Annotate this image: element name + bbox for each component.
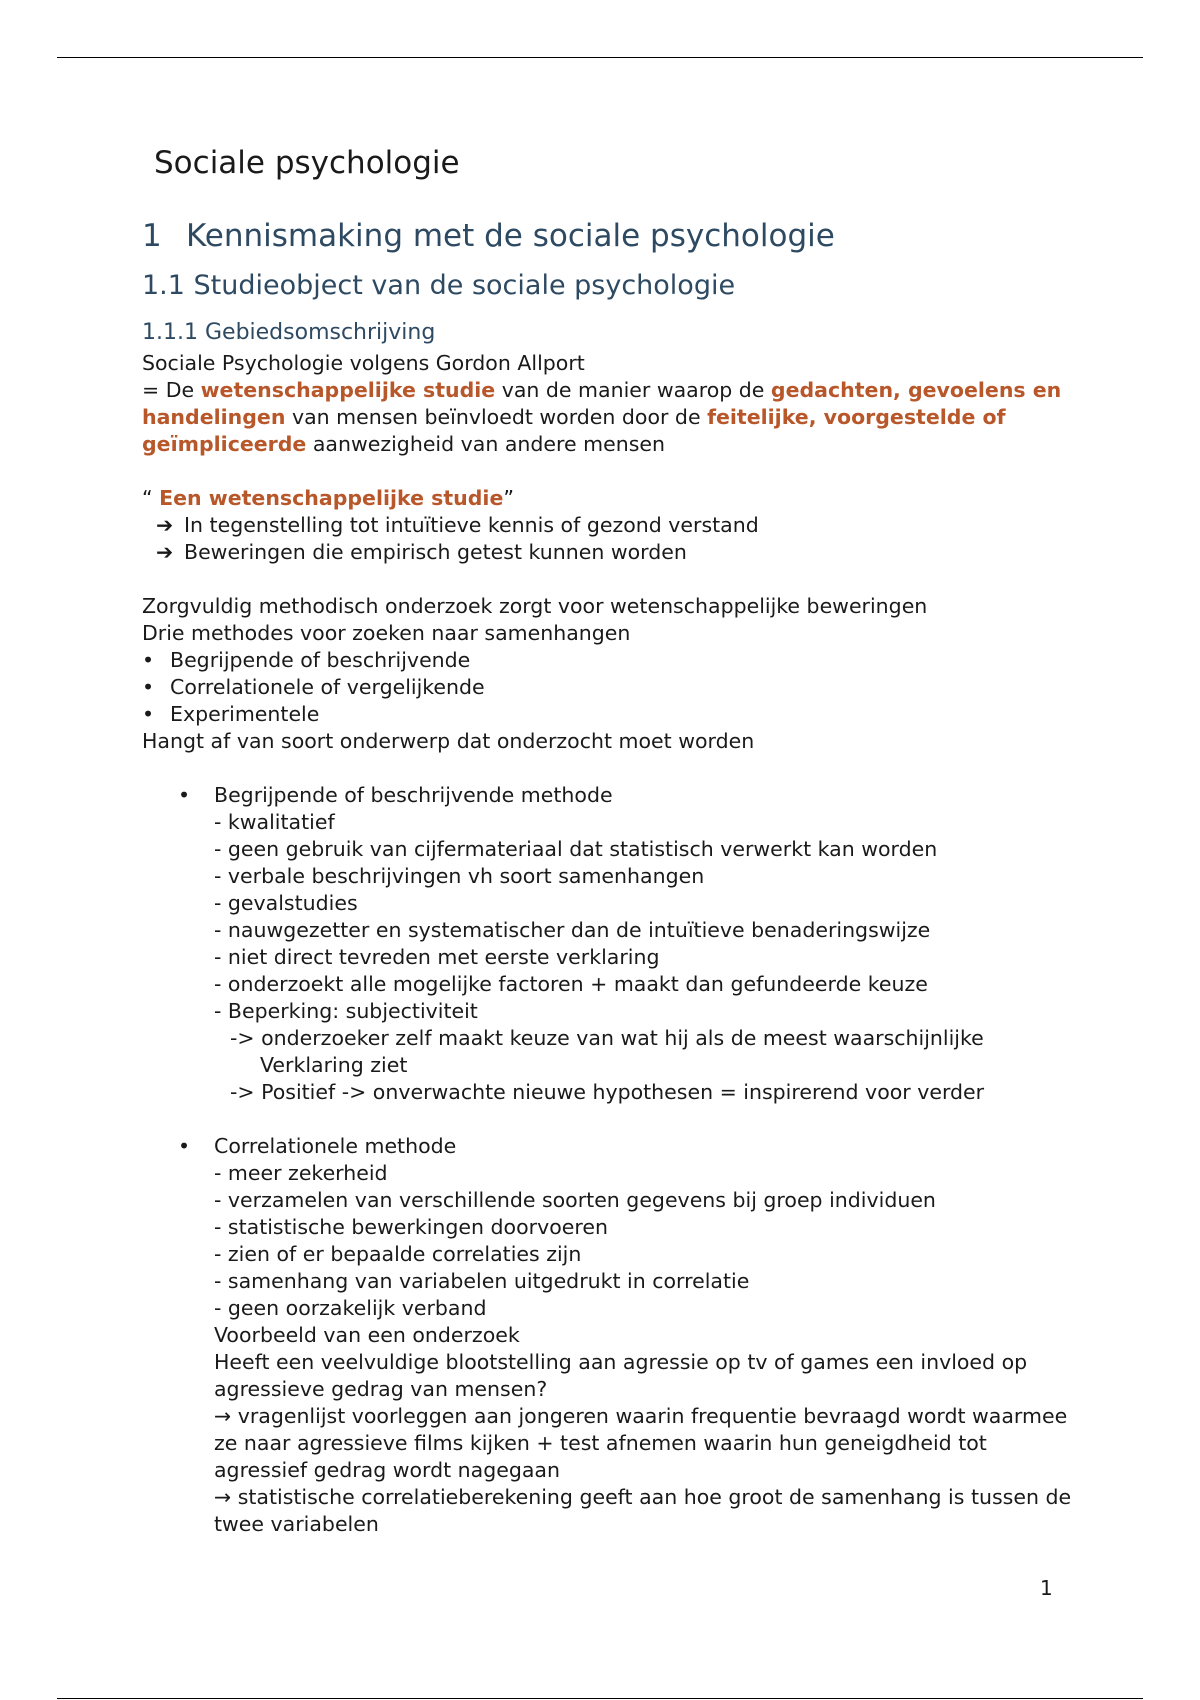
subsection-number: 1.1.1	[142, 320, 198, 345]
method-title: Begrijpende of beschrijvende methode	[214, 783, 613, 807]
method-item: - niet direct tevreden met eerste verklaring	[214, 945, 660, 969]
method-item: - verbale beschrijvingen vh soort samenhangen	[214, 864, 705, 888]
subsection-heading	[142, 316, 1072, 350]
section-number: 1.1	[142, 270, 185, 301]
methods-intro-line: Hangt af van soort onderwerp dat onderzocht moet worden	[142, 729, 755, 753]
definition-text-2: van de manier waarop de	[495, 378, 771, 402]
quote-arrow-text: Beweringen die empirisch getest kunnen worden	[184, 540, 687, 564]
method-item: - meer zekerheid	[214, 1161, 388, 1185]
method-subitem: Verklaring ziet	[260, 1053, 408, 1077]
method-title: Correlationele methode	[214, 1134, 457, 1158]
quote-close: ”	[503, 486, 514, 510]
subsection-title: Gebiedsomschrijving	[204, 320, 436, 345]
method-item: - kwalitatief	[214, 810, 335, 834]
list-item: • Experimentele	[142, 701, 1072, 728]
method-subitem: -> onderzoeker zelf maakt keuze van wat hij als de meest waarschijnlijke	[230, 1026, 984, 1050]
page-content	[142, 140, 1072, 1538]
example-question: Heeft een veelvuldige blootstelling aan agressie op tv of games een invloed op agressieve gedrag van mensen?	[214, 1350, 1028, 1401]
chapter-heading	[142, 216, 1072, 256]
section-heading	[142, 268, 1072, 304]
method-item: - verzamelen van verschillende soorten gegevens bij groep individuen	[214, 1188, 936, 1212]
example-title: Voorbeeld van een onderzoek	[214, 1323, 520, 1347]
quote-arrow-item	[142, 539, 1072, 566]
quote-highlight: Een wetenschappelijke studie	[159, 486, 504, 510]
bullet-icon: •	[178, 783, 191, 807]
section-title: Studieobject van de sociale psychologie	[193, 270, 736, 301]
bottom-rule	[57, 1698, 1143, 1699]
arrow-icon: ➔	[156, 513, 174, 537]
method-item: - onderzoekt alle mogelijke factoren + maakt dan gefundeerde keuze	[214, 972, 928, 996]
methods-intro-line: Zorgvuldig methodisch onderzoek zorgt voor wetenschappelijke beweringen	[142, 594, 928, 618]
method-block-correlational	[142, 1133, 1072, 1538]
method-item: - geen oorzakelijk verband	[214, 1296, 487, 1320]
method-item: - gevalstudies	[214, 891, 358, 915]
chapter-number: 1	[142, 218, 162, 254]
bullet-icon: •	[178, 1134, 191, 1158]
definition-text-1: = De	[142, 378, 201, 402]
quote-open: “	[142, 486, 160, 510]
definition-highlight-1: wetenschappelijke studie	[200, 378, 496, 402]
top-rule	[57, 57, 1143, 58]
method-item: - Beperking: subjectiviteit	[214, 999, 478, 1023]
method-item: - samenhang van variabelen uitgedrukt in correlatie	[214, 1269, 750, 1293]
example-step: → statistische correlatieberekening geeft aan hoe groot de samenhang is tussen de twee variabelen	[214, 1485, 1072, 1536]
method-item: - statistische bewerkingen doorvoeren	[214, 1215, 608, 1239]
methods-list	[142, 647, 1072, 728]
arrow-icon: ➔	[156, 540, 174, 564]
example-step: → vragenlijst voorleggen aan jongeren waarin frequentie bevraagd wordt waarmee ze naar agressieve films kijken + test afnemen waarin hun geneigdheid tot agressief gedrag wordt nagegaan	[214, 1404, 1068, 1482]
method-item: - zien of er bepaalde correlaties zijn	[214, 1242, 582, 1266]
definition-text-3: van mensen beïnvloedt worden door de	[285, 405, 708, 429]
method-item: - geen gebruik van cijfermateriaal dat statistisch verwerkt kan worden	[214, 837, 938, 861]
quote-line	[142, 485, 1072, 512]
definition-text-4: aanwezigheid van andere mensen	[306, 432, 666, 456]
definition-paragraph	[142, 377, 1072, 458]
list-item: • Begrijpende of beschrijvende	[142, 647, 1072, 674]
quote-arrow-text: In tegenstelling tot intuïtieve kennis of gezond verstand	[184, 513, 759, 537]
chapter-title: Kennismaking met de sociale psychologie	[186, 218, 835, 254]
method-block-descriptive	[142, 782, 1072, 1106]
page-number: 1	[1040, 1576, 1053, 1600]
methods-intro-line: Drie methodes voor zoeken naar samenhangen	[142, 621, 631, 645]
quote-arrow-item	[142, 512, 1072, 539]
method-subitem: -> Positief -> onverwachte nieuwe hypothesen = inspirerend voor verder	[230, 1080, 985, 1104]
list-item: • Correlationele of vergelijkende	[142, 674, 1072, 701]
document-title: Sociale psychologie	[154, 145, 460, 181]
method-item: - nauwgezetter en systematischer dan de intuïtieve benaderingswijze	[214, 918, 931, 942]
definition-intro: Sociale Psychologie volgens Gordon Allport	[142, 351, 585, 375]
definition-highlight-3: feitelijke, voorgestelde of geïmpliceerde	[142, 405, 1006, 456]
definition-highlight-2: gedachten, gevoelens en handelingen	[142, 378, 1062, 429]
